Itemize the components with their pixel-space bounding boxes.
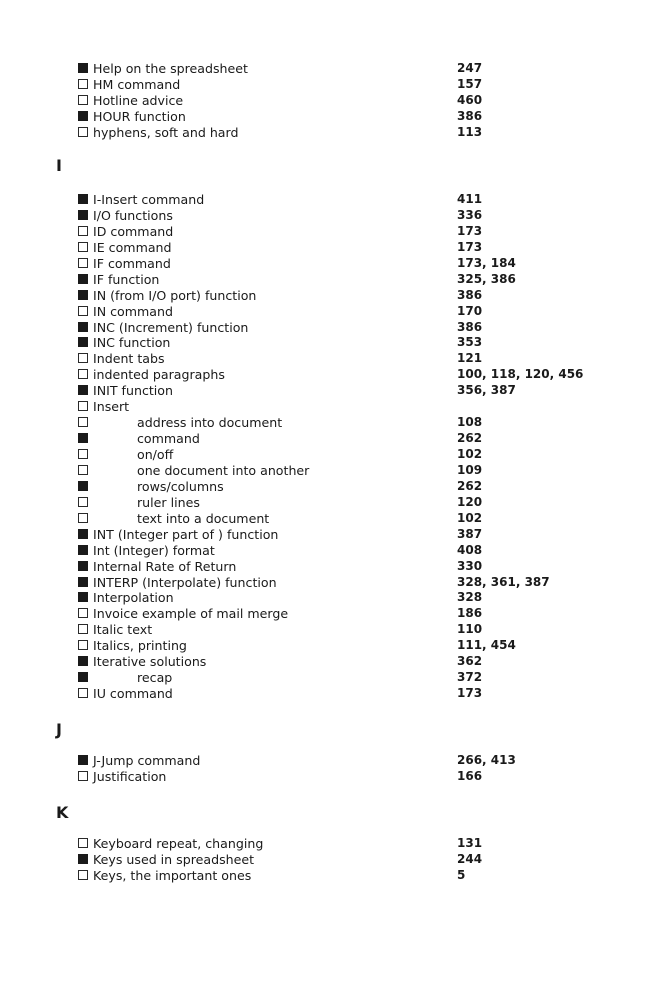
filled-square-icon <box>78 322 88 332</box>
filled-square-icon <box>78 290 88 300</box>
index-term: I/O functions <box>93 207 173 223</box>
index-term: IF command <box>93 255 171 271</box>
page-numbers: 328, 361, 387 <box>457 574 550 589</box>
filled-square-icon <box>78 433 88 443</box>
index-entry <box>0 575 650 591</box>
open-square-icon <box>78 870 88 880</box>
index-term: Indent tabs <box>93 351 165 367</box>
page-numbers: 109 <box>457 462 483 477</box>
index-entry <box>0 351 650 367</box>
page-numbers: 353 <box>457 335 483 350</box>
index-entry <box>0 543 650 559</box>
page-numbers: 166 <box>457 768 483 783</box>
open-square-icon <box>78 258 88 268</box>
page-numbers: 108 <box>457 415 483 430</box>
filled-square-icon <box>78 210 88 220</box>
filled-square-icon <box>78 337 88 347</box>
open-square-icon <box>78 127 88 137</box>
open-square-icon <box>78 624 88 634</box>
page-numbers: 330 <box>457 558 483 573</box>
index-entry <box>0 868 650 884</box>
page-numbers: 173 <box>457 239 483 254</box>
open-square-icon <box>78 401 88 411</box>
index-entry <box>0 367 650 383</box>
index-term: Insert <box>93 399 130 415</box>
page-numbers: 110 <box>457 622 483 637</box>
index-term: hyphens, soft and hard <box>93 124 239 140</box>
index-section-k <box>0 836 650 884</box>
index-entry <box>0 288 650 304</box>
open-square-icon <box>78 306 88 316</box>
index-term: INT (Integer part of ) function <box>93 526 279 542</box>
filled-square-icon <box>78 111 88 121</box>
open-square-icon <box>78 465 88 475</box>
page-numbers: 186 <box>457 606 483 621</box>
index-entry <box>0 753 650 769</box>
open-square-icon <box>78 608 88 618</box>
index-entry <box>0 606 650 622</box>
index-term: INTERP (Interpolate) function <box>93 574 277 590</box>
index-term: command <box>137 431 200 447</box>
index-entry <box>0 109 650 125</box>
page-numbers: 111, 454 <box>457 638 516 653</box>
section-letter-k: K <box>56 803 69 822</box>
page-numbers: 102 <box>457 510 483 525</box>
section-letter-j: J <box>56 720 62 739</box>
index-entry <box>0 256 650 272</box>
filled-square-icon <box>78 194 88 204</box>
index-term: address into document <box>137 415 283 431</box>
index-term: ruler lines <box>137 494 200 510</box>
index-entry <box>0 192 650 208</box>
index-entry <box>0 335 650 351</box>
page-numbers: 100, 118, 120, 456 <box>457 367 584 382</box>
index-term: recap <box>137 670 173 686</box>
index-entry <box>0 272 650 288</box>
filled-square-icon <box>78 592 88 602</box>
page-numbers: 5 <box>457 867 466 882</box>
page-numbers: 262 <box>457 431 483 446</box>
index-entry <box>0 320 650 336</box>
page-numbers: 131 <box>457 836 483 850</box>
index-term: I-Insert command <box>93 192 205 207</box>
open-square-icon <box>78 226 88 236</box>
index-term: text into a document <box>137 510 270 526</box>
open-square-icon <box>78 497 88 507</box>
page-numbers: 244 <box>457 851 483 866</box>
filled-square-icon <box>78 656 88 666</box>
open-square-icon <box>78 838 88 848</box>
open-square-icon <box>78 369 88 379</box>
filled-square-icon <box>78 63 88 73</box>
page-numbers: 266, 413 <box>457 753 516 767</box>
index-entry <box>0 686 650 702</box>
filled-square-icon <box>78 755 88 765</box>
index-entry <box>0 240 650 256</box>
index-subentry <box>0 415 650 431</box>
index-term: Italic text <box>93 622 153 638</box>
index-term: ID command <box>93 223 174 239</box>
filled-square-icon <box>78 854 88 864</box>
index-term: INC (Increment) function <box>93 319 249 335</box>
open-square-icon <box>78 95 88 105</box>
index-term: on/off <box>137 447 174 462</box>
index-term: Iterative solutions <box>93 654 207 670</box>
open-square-icon <box>78 688 88 698</box>
open-square-icon <box>78 771 88 781</box>
page-numbers: 173 <box>457 223 483 238</box>
index-subentry <box>0 463 650 479</box>
index-term: Int (Integer) format <box>93 542 215 558</box>
page-numbers: 386 <box>457 287 483 302</box>
index-term: Keys used in spreadsheet <box>93 851 255 867</box>
index-entry <box>0 638 650 654</box>
index-section-j <box>0 753 650 785</box>
filled-square-icon <box>78 385 88 395</box>
index-subentry <box>0 447 650 463</box>
page-numbers: 372 <box>457 670 483 685</box>
page-numbers: 362 <box>457 654 483 669</box>
page-numbers: 408 <box>457 542 483 557</box>
index-term: Help on the spreadsheet <box>93 61 248 76</box>
index-entry <box>0 224 650 240</box>
page-numbers: 460 <box>457 92 483 107</box>
page-numbers: 328 <box>457 590 483 605</box>
page-numbers: 336 <box>457 207 483 222</box>
open-square-icon <box>78 417 88 427</box>
page-numbers: 387 <box>457 526 483 541</box>
open-square-icon <box>78 449 88 459</box>
open-square-icon <box>78 242 88 252</box>
index-term: IF function <box>93 271 160 287</box>
index-entry <box>0 208 650 224</box>
page-numbers: 157 <box>457 76 483 91</box>
index-subentry <box>0 431 650 447</box>
section-letter-i: I <box>56 156 62 175</box>
index-term: Internal Rate of Return <box>93 558 237 574</box>
page-numbers: 325, 386 <box>457 271 516 286</box>
index-entry <box>0 622 650 638</box>
index-subentry <box>0 495 650 511</box>
page-numbers: 411 <box>457 192 483 206</box>
index-term: IE command <box>93 239 172 255</box>
filled-square-icon <box>78 529 88 539</box>
open-square-icon <box>78 79 88 89</box>
index-term: one document into another <box>137 462 310 478</box>
page-numbers: 173 <box>457 686 483 701</box>
open-square-icon <box>78 353 88 363</box>
page-numbers: 170 <box>457 303 483 318</box>
index-term: INIT function <box>93 383 173 399</box>
index-subentry <box>0 670 650 686</box>
index-term: IN command <box>93 303 173 319</box>
index-entry <box>0 527 650 543</box>
page-numbers: 262 <box>457 478 483 493</box>
page-numbers: 356, 387 <box>457 383 516 398</box>
index-entry <box>0 61 650 77</box>
index-entry <box>0 852 650 868</box>
page-numbers: 121 <box>457 351 483 366</box>
index-term: IN (from I/O port) function <box>93 287 257 303</box>
index-term: HM command <box>93 76 181 92</box>
page-numbers: 173, 184 <box>457 255 516 270</box>
index-entry <box>0 304 650 320</box>
index-term: Invoice example of mail merge <box>93 606 289 622</box>
filled-square-icon <box>78 274 88 284</box>
index-term: INC function <box>93 335 171 351</box>
filled-square-icon <box>78 561 88 571</box>
index-entry <box>0 654 650 670</box>
index-entry <box>0 399 650 415</box>
open-square-icon <box>78 640 88 650</box>
index-section-h <box>0 61 650 141</box>
page-numbers: 120 <box>457 494 483 509</box>
index-entry <box>0 559 650 575</box>
index-entry <box>0 77 650 93</box>
index-term: Keyboard repeat, changing <box>93 836 264 851</box>
index-term: IU command <box>93 686 173 702</box>
index-entry <box>0 383 650 399</box>
filled-square-icon <box>78 481 88 491</box>
index-term: Justification <box>93 768 167 784</box>
page-numbers: 113 <box>457 124 483 139</box>
page-numbers: 102 <box>457 447 483 461</box>
filled-square-icon <box>78 672 88 682</box>
index-term: HOUR function <box>93 108 186 124</box>
index-subentry <box>0 511 650 527</box>
index-term: Hotline advice <box>93 92 184 108</box>
index-section-i <box>0 192 650 702</box>
index-subentry <box>0 479 650 495</box>
index-term: Italics, printing <box>93 638 187 654</box>
index-term: indented paragraphs <box>93 367 225 383</box>
index-term: Interpolation <box>93 590 174 606</box>
open-square-icon <box>78 513 88 523</box>
page-numbers: 247 <box>457 61 483 75</box>
index-entry <box>0 590 650 606</box>
index-term: Keys, the important ones <box>93 867 252 883</box>
filled-square-icon <box>78 545 88 555</box>
filled-square-icon <box>78 577 88 587</box>
page-numbers: 386 <box>457 108 483 123</box>
page-numbers: 386 <box>457 319 483 334</box>
index-entry <box>0 93 650 109</box>
index-term: J-Jump command <box>93 753 201 768</box>
index-entry <box>0 769 650 785</box>
index-entry <box>0 125 650 141</box>
index-entry <box>0 836 650 852</box>
index-term: rows/columns <box>137 478 224 494</box>
